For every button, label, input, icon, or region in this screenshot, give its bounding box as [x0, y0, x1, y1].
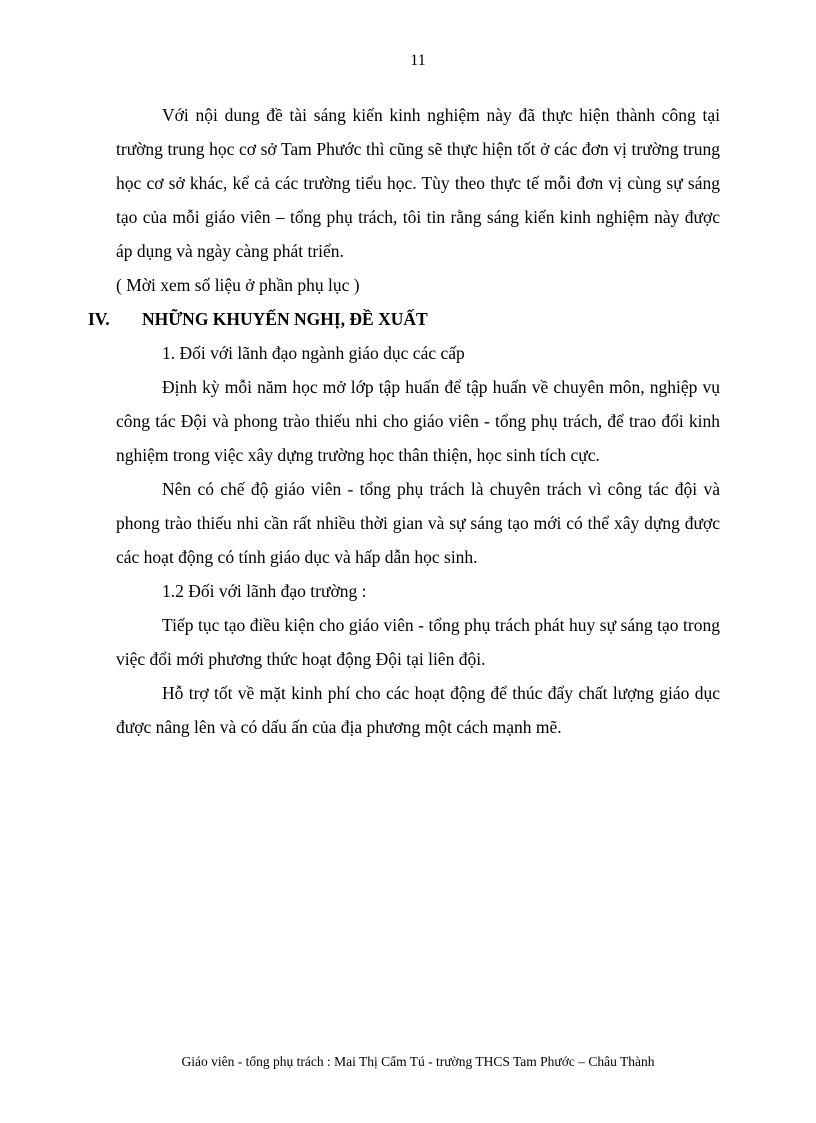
intro-paragraph: Với nội dung đề tài sáng kiến kinh nghiệm này đã thực hiện thành công tại trường trung học cơ sở Tam Phước thì cũng sẽ thực hiện tốt ở các đơn vị trường trung học cơ sở khác, kể cả các trường tiểu học. Tùy theo thực tế mỗi đơn vị cùng sự sáng tạo của mỗi giáo viên – tổng phụ trách, tôi tin rằng sáng kiến kinh nghiệm này được áp dụng và ngày càng phát triển. [116, 105, 720, 261]
section-heading [88, 302, 720, 336]
subsection-2-paragraph-2: Hỗ trợ tốt về mặt kinh phí cho các hoạt động để thúc đẩy chất lượng giáo dục được nâng lên và có dấu ấn của địa phương một cách mạnh mẽ. [116, 683, 720, 737]
appendix-note: ( Mời xem số liệu ở phần phụ lục ) [116, 275, 360, 295]
subsection-1-paragraph-2: Nên có chế độ giáo viên - tổng phụ trách là chuyên trách vì công tác đội và phong trào thiếu nhi cần rất nhiều thời gian và sự sáng tạo mới có thể xây dựng được các hoạt động có tính giáo dục và hấp dẫn học sinh. [116, 479, 720, 567]
page-number: 11 [410, 52, 426, 69]
subsection-2-paragraph-1: Tiếp tục tạo điều kiện cho giáo viên - tổng phụ trách phát huy sự sáng tạo trong việc đổi mới phương thức hoạt động Đội tại liên đội. [116, 615, 720, 669]
subsection-1-paragraph-1: Định kỳ mỗi năm học mở lớp tập huấn để tập huấn về chuyên môn, nghiệp vụ công tác Đội và phong trào thiếu nhi cho giáo viên - tổng phụ trách, để trao đổi kinh nghiệm trong việc xây dựng trường học thân thiện, học sinh tích cực. [116, 377, 720, 465]
section-number: IV. [88, 309, 110, 329]
subsection-1-title: 1. Đối với lãnh đạo ngành giáo dục các cấp [162, 343, 465, 363]
subsection-2-title: 1.2 Đối với lãnh đạo trường : [162, 581, 367, 601]
page-footer: Giáo viên - tổng phụ trách : Mai Thị Cẩm Tú - trường THCS Tam Phước – Châu Thành [181, 1054, 655, 1069]
section-title: NHỮNG KHUYẾN NGHỊ, ĐỀ XUẤT [142, 309, 428, 329]
document-body [88, 98, 720, 744]
